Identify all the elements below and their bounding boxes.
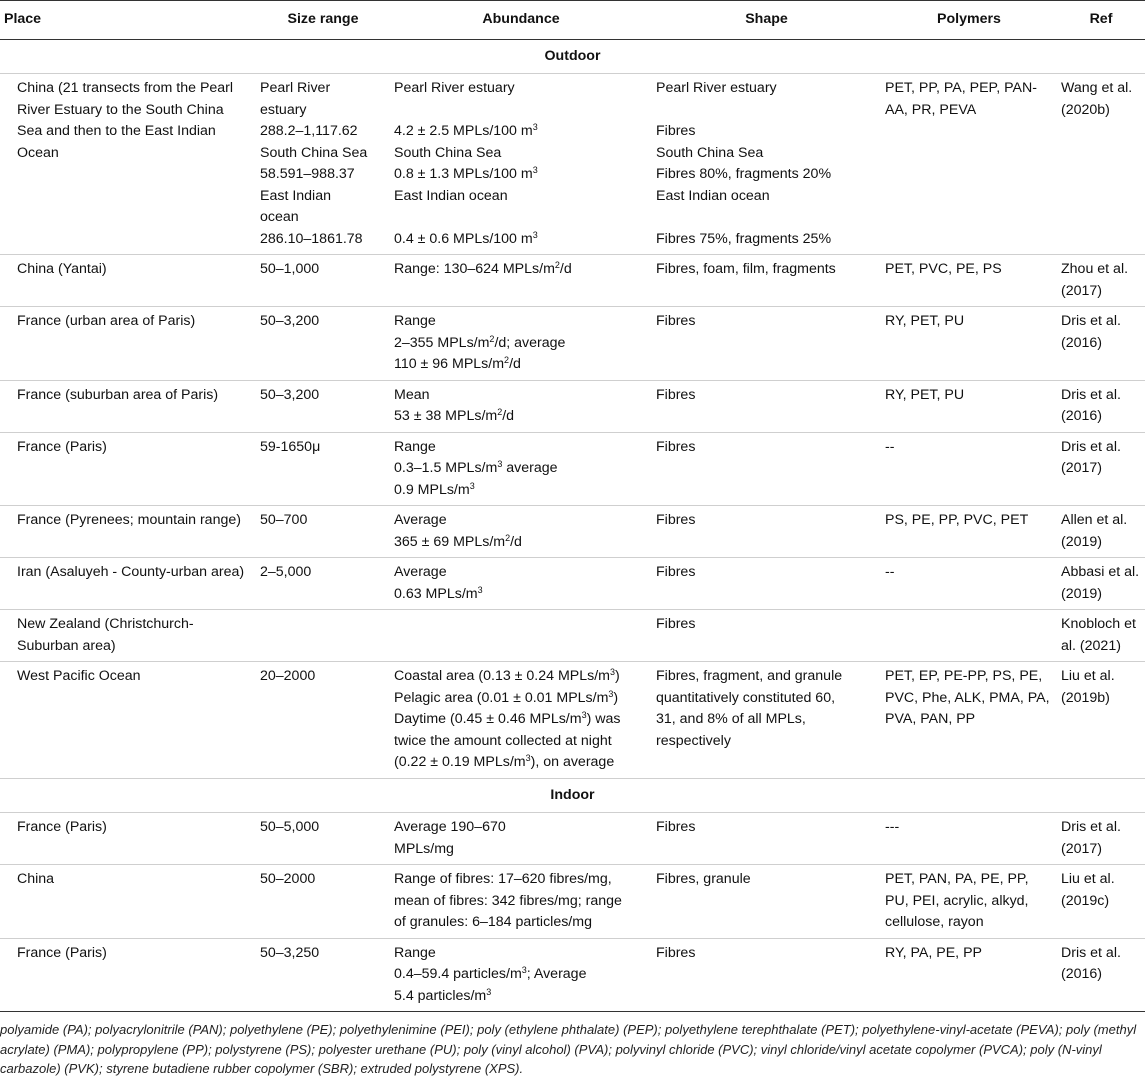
cell-line: 59-1650μ [260, 438, 321, 455]
superscript: 2 [554, 260, 560, 270]
ref-cell: Zhou et al. (2017) [1057, 255, 1145, 307]
header-place: Place [0, 1, 256, 40]
header-shape: Shape [652, 1, 881, 40]
cell-line: Mean [394, 386, 430, 403]
place-cell: New Zealand (Christchurch-Suburban area) [0, 610, 256, 662]
superscript: 3 [608, 688, 614, 699]
abundance-cell [390, 662, 652, 779]
table-row [0, 255, 1145, 307]
header-row [0, 1, 1145, 40]
table-row [0, 74, 1145, 255]
polymers-cell: PET, PP, PA, PEP, PAN-AA, PR, PEVA [881, 74, 1057, 255]
size-range-cell [256, 865, 390, 939]
cell-line: Pearl River [260, 80, 331, 96]
cell-line: 2–5,000 [260, 564, 312, 580]
cell-line: Fibres [656, 313, 696, 329]
superscript: 3 [525, 753, 531, 763]
section-indoor [0, 778, 1145, 813]
cell-line: 5.4 particles/$m^3$ [394, 986, 492, 1004]
cell-line: estuary [260, 101, 307, 118]
cell-line: 0.4 ± 0.6 MPLs/100 $m^3$ [394, 229, 538, 247]
cell-line: 0.63 MPLs/$m^3$ [394, 584, 483, 602]
header-polymers: Polymers [881, 1, 1057, 40]
cell-line: Fibres, fragment, and granule [656, 668, 843, 684]
place-cell: France (Paris) [0, 938, 256, 1012]
cell-line: Fibres [656, 616, 696, 632]
header-abundance: Abundance [390, 1, 652, 40]
place-cell: France (Pyrenees; mountain range) [0, 506, 256, 558]
ref-cell: Abbasi et al. (2019) [1057, 558, 1145, 610]
cell-line [394, 100, 648, 122]
cell-line: Pearl River estuary [656, 80, 777, 96]
cell-line: 31, and 8% of all MPLs, [656, 711, 806, 727]
ref-cell: Wang et al. (2020b) [1057, 74, 1145, 255]
cell-line: quantitatively constituted 60, [656, 689, 836, 706]
size-range-cell [256, 813, 390, 865]
shape-cell [652, 662, 881, 779]
cell-line: 58.591–988.37 [260, 166, 355, 182]
section-title: Indoor [0, 778, 1145, 813]
ref-cell: Dris et al. (2017) [1057, 432, 1145, 506]
cell-line [260, 614, 386, 636]
superscript: 2 [505, 532, 511, 543]
place-cell: China [0, 865, 256, 939]
cell-line: Range [394, 944, 436, 961]
cell-line: 20–2000 [260, 668, 316, 684]
place-cell: Iran (Asaluyeh - County-urban area) [0, 558, 256, 610]
shape-cell [652, 506, 881, 558]
superscript: 3 [609, 667, 615, 677]
cell-line: ocean [260, 209, 299, 225]
header-ref: Ref [1057, 1, 1145, 40]
ref-cell: Dris et al. (2017) [1057, 813, 1145, 865]
cell-line: Average [394, 512, 447, 528]
polymers-cell: PET, PAN, PA, PE, PP, PU, PEI, acrylic, alkyd, cellulose, rayon [881, 865, 1057, 939]
shape-cell [652, 558, 881, 610]
superscript: 3 [486, 986, 492, 997]
cell-line: 110 ± 96 MPLs/$m^2/d$ [394, 355, 521, 372]
table-row [0, 307, 1145, 381]
shape-cell [652, 938, 881, 1012]
polymers-cell: PET, PVC, PE, PS [881, 255, 1057, 307]
ref-cell: Dris et al. (2016) [1057, 938, 1145, 1012]
shape-cell [652, 74, 881, 255]
superscript: 2 [489, 333, 495, 344]
cell-line: Range: 130–624 MPLs/$m^2/d$ [394, 260, 572, 277]
cell-line: 50–3,200 [260, 386, 320, 403]
cell-line: East Indian ocean [394, 187, 508, 204]
table-row [0, 610, 1145, 662]
cell-line: 50–1,000 [260, 261, 320, 277]
ref-cell: Liu et al. (2019c) [1057, 865, 1145, 939]
cell-line: East Indian [260, 187, 331, 204]
section-outdoor [0, 39, 1145, 74]
superscript: 3 [521, 965, 527, 975]
cell-line: 288.2–1,117.62 [260, 123, 358, 139]
cell-line [656, 100, 877, 122]
cell-line: 2–355 MPLs/$m^2/d$; average [394, 333, 566, 351]
size-range-cell [256, 432, 390, 506]
cell-line: 0.4–59.4 particles/$m^3$; Average [394, 965, 587, 982]
superscript: 3 [497, 459, 503, 469]
abundance-cell [390, 380, 652, 432]
superscript: 3 [477, 584, 483, 595]
cell-line: of granules: 6–184 particles/mg [394, 914, 592, 930]
shape-cell [652, 255, 881, 307]
table-row [0, 865, 1145, 939]
cell-line: (0.22 ± 0.19 MPLs/$m^3$), on average [394, 753, 615, 770]
cell-line: 50–2000 [260, 871, 316, 887]
footnote: polyamide (PA); polyacrylonitrile (PAN); polyethylene (PE); polyethylenimine (PEI); poly (ethylene phthalate) (PEP); polyethylene terephthalate (PET); polyethylene-vinyl-acetate (PEVA); poly (methyl acrylate) (PMA); polypropylene (PP); polystyrene (PS); polyester urethane (PU); poly (vinyl alcohol) (PVA); polyvinyl chloride (PVC); vinyl chloride/vinyl acetate copolymer (PVCA); poly (N-vinyl carbazole) (PVK); styrene butadiene rubber copolymer (SBR); extruded polystyrene (XPS). [0, 1022, 1137, 1076]
cell-line [394, 614, 648, 636]
cell-line: 0.9 MPLs/$m^3$ [394, 480, 475, 498]
table-row [0, 506, 1145, 558]
cell-line: 50–3,200 [260, 313, 320, 329]
polymers-cell [881, 610, 1057, 662]
cell-line: Fibres [656, 512, 696, 528]
superscript: 3 [532, 122, 538, 132]
place-cell: China (Yantai) [0, 255, 256, 307]
cell-line: Fibres [656, 944, 696, 961]
cell-line: Average [394, 564, 447, 580]
ref-cell: Dris et al. (2016) [1057, 307, 1145, 381]
shape-cell [652, 380, 881, 432]
size-range-cell [256, 506, 390, 558]
cell-line: 53 ± 38 MPLs/$m^2/d$ [394, 407, 515, 424]
cell-line: Range [394, 313, 436, 329]
shape-cell [652, 813, 881, 865]
cell-line: East Indian ocean [656, 187, 770, 204]
ref-cell: Liu et al. (2019b) [1057, 662, 1145, 779]
header-size-range: Size range [256, 1, 390, 40]
abundance-cell [390, 610, 652, 662]
cell-line: 0.3–1.5 MPLs/$m^3$ average [394, 459, 558, 476]
ref-cell: Allen et al. (2019) [1057, 506, 1145, 558]
cell-line: Fibres [656, 123, 696, 139]
cell-line: twice the amount collected at night [394, 732, 612, 749]
cell-line: South China Sea [394, 144, 502, 161]
cell-line: respectively [656, 732, 731, 749]
shape-cell [652, 865, 881, 939]
abundance-cell [390, 558, 652, 610]
place-cell: France (urban area of Paris) [0, 307, 256, 381]
abundance-cell [390, 432, 652, 506]
size-range-cell [256, 558, 390, 610]
superscript: 3 [532, 229, 538, 240]
cell-line: 286.10–1861.78 [260, 230, 363, 247]
place-cell: China (21 transects from the Pearl River Estuary to the South China Sea and then to the East Indian Ocean [0, 74, 256, 255]
size-range-cell [256, 380, 390, 432]
cell-line: Fibres, granule [656, 871, 751, 887]
cell-line: mean of fibres: 342 fibres/mg; range [394, 892, 622, 909]
table-row [0, 938, 1145, 1012]
polymers-cell: PS, PE, PP, PVC, PET [881, 506, 1057, 558]
shape-cell [652, 432, 881, 506]
table-row [0, 813, 1145, 865]
size-range-cell [256, 610, 390, 662]
cell-line: 50–5,000 [260, 819, 320, 835]
abundance-cell [390, 307, 652, 381]
polymers-cell: RY, PET, PU [881, 307, 1057, 381]
superscript: 3 [532, 165, 538, 175]
cell-line: 365 ± 69 MPLs/$m^2/d$ [394, 532, 522, 550]
superscript: 3 [581, 710, 587, 720]
cell-line: Pelagic area (0.01 ± 0.01 MPLs/$m^3$) [394, 688, 619, 706]
ref-cell: Knobloch et al. (2021) [1057, 610, 1145, 662]
polymers-cell: RY, PET, PU [881, 380, 1057, 432]
cell-line: Fibres [656, 386, 696, 403]
table-row [0, 662, 1145, 779]
polymers-cell: -- [881, 432, 1057, 506]
cell-line: Daytime (0.45 ± 0.46 MPLs/$m^3$) was [394, 710, 621, 727]
cell-line: Range of fibres: 17–620 fibres/mg, [394, 871, 612, 887]
cell-line: Pearl River estuary [394, 80, 515, 96]
shape-cell [652, 610, 881, 662]
place-cell: France (Paris) [0, 432, 256, 506]
cell-line [656, 207, 877, 229]
size-range-cell [256, 307, 390, 381]
shape-cell [652, 307, 881, 381]
polymers-cell: -- [881, 558, 1057, 610]
table-row [0, 432, 1145, 506]
cell-line: 4.2 ± 2.5 MPLs/100 $m^3$ [394, 122, 538, 139]
abundance-cell [390, 938, 652, 1012]
place-cell: West Pacific Ocean [0, 662, 256, 779]
cell-line: Fibres 80%, fragments 20% [656, 166, 832, 182]
cell-line: MPLs/mg [394, 840, 454, 857]
cell-line: Range [394, 438, 436, 455]
polymers-cell: PET, EP, PE-PP, PS, PE, PVC, Phe, ALK, PMA, PA, PVA, PAN, PP [881, 662, 1057, 779]
cell-line: 50–3,250 [260, 944, 320, 961]
polymers-cell: RY, PA, PE, PP [881, 938, 1057, 1012]
place-cell: France (suburban area of Paris) [0, 380, 256, 432]
abundance-cell [390, 506, 652, 558]
superscript: 2 [497, 407, 503, 417]
cell-line: Fibres [656, 438, 696, 455]
size-range-cell [256, 74, 390, 255]
cell-line: Coastal area (0.13 ± 0.24 MPLs/$m^3$) [394, 667, 620, 684]
abundance-cell [390, 813, 652, 865]
abundance-cell [390, 74, 652, 255]
section-title: Outdoor [0, 39, 1145, 74]
cell-line: 0.8 ± 1.3 MPLs/100 $m^3$ [394, 165, 538, 182]
table-row [0, 558, 1145, 610]
table-row [0, 380, 1145, 432]
polymers-cell: --- [881, 813, 1057, 865]
cell-line [394, 207, 648, 229]
abundance-cell [390, 255, 652, 307]
cell-line: South China Sea [656, 144, 764, 161]
abundance-cell [390, 865, 652, 939]
place-cell: France (Paris) [0, 813, 256, 865]
cell-line: 50–700 [260, 512, 308, 528]
cell-line: South China Sea [260, 144, 368, 161]
cell-line: Average 190–670 [394, 819, 506, 835]
superscript: 3 [469, 480, 475, 491]
cell-line: Fibres [656, 564, 696, 580]
size-range-cell [256, 662, 390, 779]
ref-cell: Dris et al. (2016) [1057, 380, 1145, 432]
cell-line: Fibres, foam, film, fragments [656, 261, 836, 277]
cell-line: Fibres 75%, fragments 25% [656, 230, 832, 247]
size-range-cell [256, 938, 390, 1012]
size-range-cell [256, 255, 390, 307]
superscript: 2 [504, 355, 510, 365]
cell-line: Fibres [656, 819, 696, 835]
